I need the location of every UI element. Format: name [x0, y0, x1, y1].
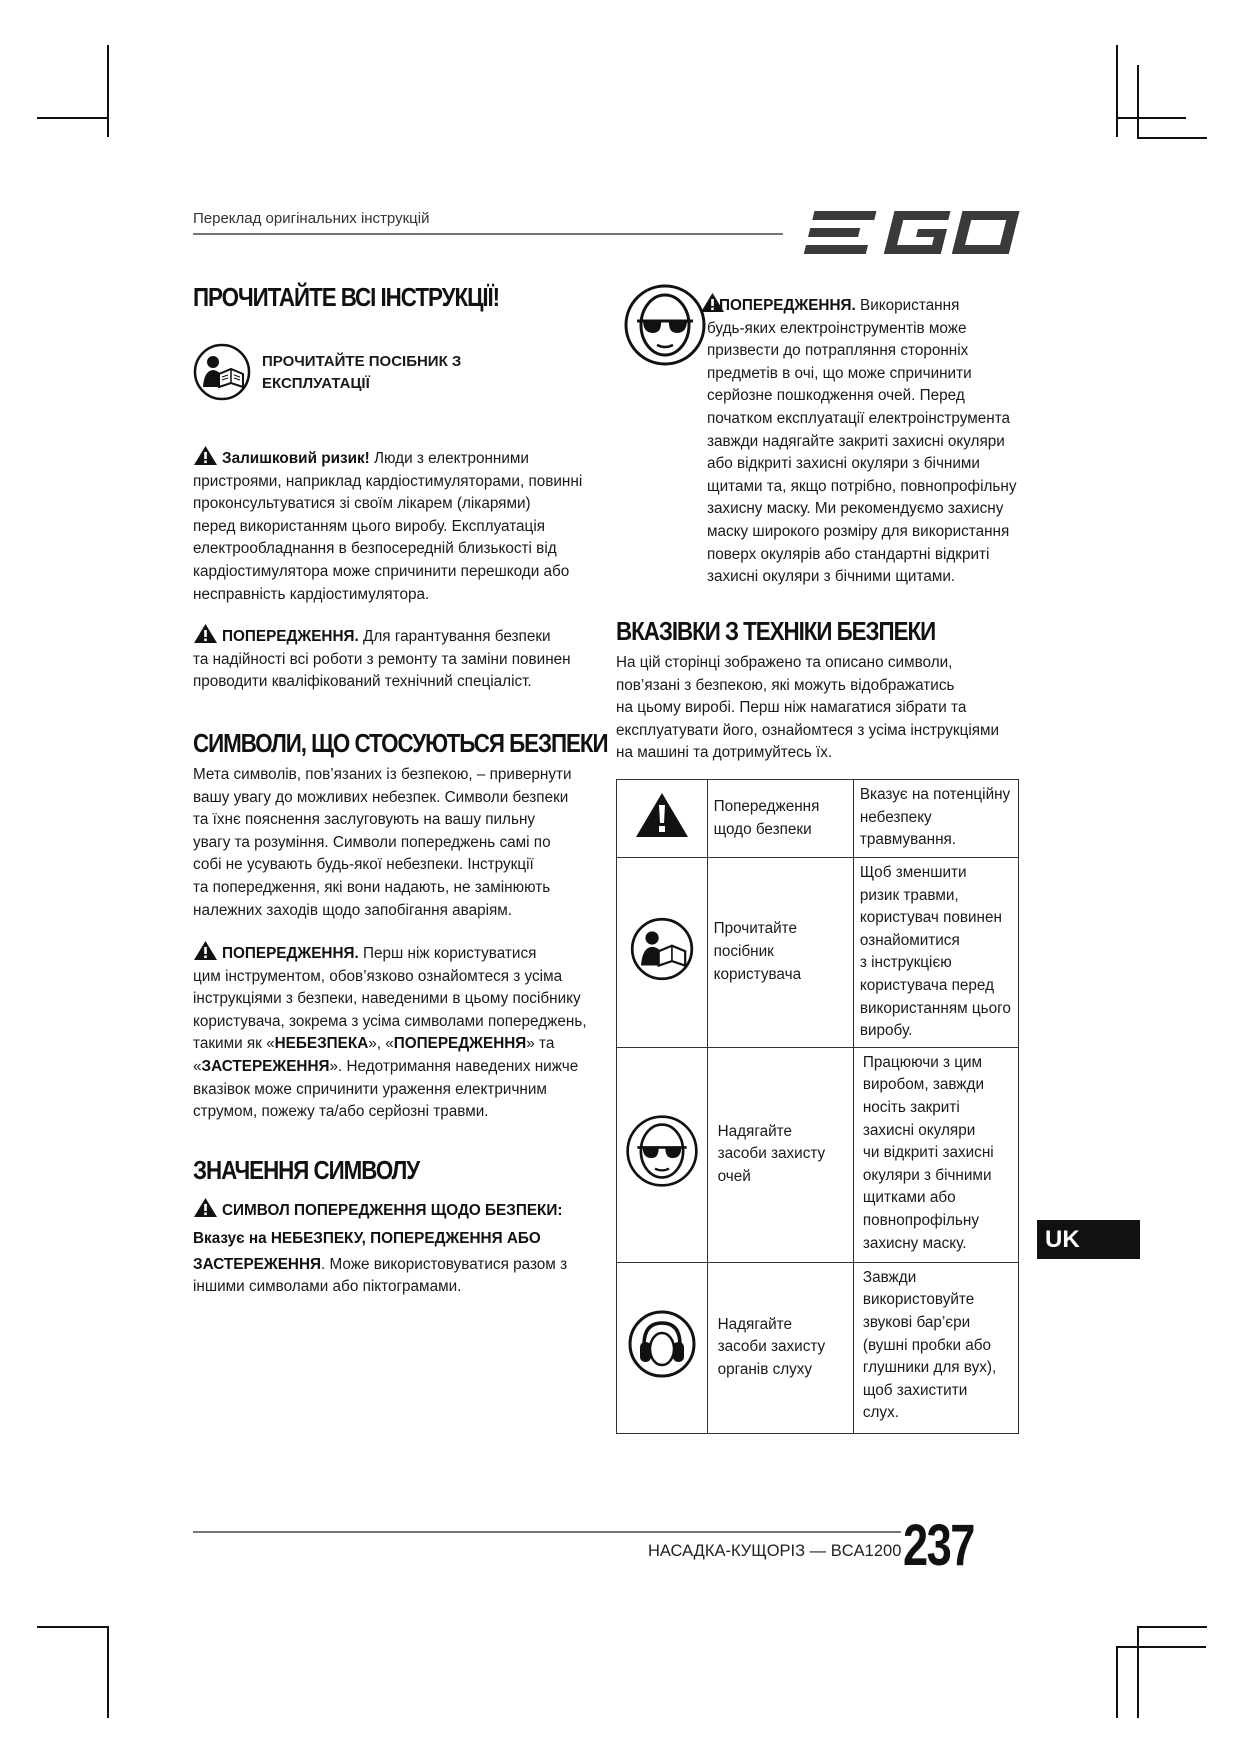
crop-mark — [1116, 1646, 1206, 1648]
crop-mark — [1116, 45, 1118, 137]
safety-symbols-paragraph: Мета символів, пов’язаних із безпекою, – привернути вашу увагу до можливих небезпек. Символи безпеки та їхнє пояснення заслуговують на вашу пильну увагу та розуміння. Символи попереджень самі по собі не усувають будь-якої небезпеки. Інструкції та попередження, які вони надають, не замінюють належних заходів щодо запобігання аваріям. — [193, 766, 572, 919]
footer-rule — [193, 1531, 901, 1533]
language-tab: UK — [1037, 1220, 1140, 1259]
logo-text: EGO — [800, 205, 803, 206]
symbol-name-cell: Надягайте засоби захисту очей — [707, 1047, 853, 1262]
symbol-meaning-title: ЗНАЧЕННЯ СИМВОЛУ — [193, 1155, 420, 1185]
symbol-name-cell: Надягайте засоби захисту органів слуху — [707, 1262, 853, 1433]
read-all-title: ПРОЧИТАЙТЕ ВСІ ІНСТРУКЦІЇ! — [193, 282, 500, 312]
header-rule — [193, 233, 783, 235]
crop-mark — [1137, 65, 1139, 137]
crop-mark — [107, 45, 109, 137]
crop-mark — [37, 117, 107, 119]
safety-instructions-paragraph: На цій сторінці зображено та описано символи, пов’язані з безпекою, які можуть відображатись на цьому виробі. Перш ніж намагатися зібрати та експлуатувати його, ознайомтеся з усіма інструкціями на машині та дотримуйтесь їх. — [616, 654, 1000, 762]
warning-triangle-icon — [193, 1197, 218, 1218]
symbol-description-cell: Працюючи з цим виробом, завжди носіть закриті захисні окуляри чи відкриті захисні окуляри з бічними щитками або повнопрофільну захисну маску. — [853, 1047, 1018, 1262]
symbol-description-cell: Щоб зменшити ризик травми, користувач повинен ознайомитися з інструкцією користувача перед використанням цього виробу. — [853, 858, 1018, 1048]
read-manual-icon — [630, 917, 694, 981]
read-manual-label: ПРОЧИТАЙТЕ ПОСІБНИК З ЕКСПЛУАТАЦІЇ — [262, 353, 462, 392]
safety-instructions-title: ВКАЗІВКИ З ТЕХНІКИ БЕЗПЕКИ — [616, 616, 936, 646]
safety-symbols-table — [616, 779, 1019, 1434]
crop-mark — [107, 1626, 109, 1718]
ear-protection-icon — [627, 1309, 697, 1379]
safety-symbols-title: СИМВОЛИ, ЩО СТОСУЮТЬСЯ БЕЗПЕКИ — [193, 728, 608, 758]
header-subtitle: Переклад оригінальних інструкцій — [193, 210, 430, 227]
read-manual-icon — [193, 343, 251, 401]
table-row — [617, 858, 1019, 1048]
footer-title: НАСАДКА-КУЩОРІЗ — BCA1200 — [648, 1542, 902, 1560]
symbol-name-cell: Прочитайте посібник користувача — [707, 858, 853, 1048]
warning-triangle-icon — [193, 940, 218, 961]
warning-read-instructions-paragraph: ПОПЕРЕДЖЕННЯ. Перш ніж користуватися цим інструментом, обов’язково ознайомтеся з усіма інструкціями з безпеки, наведеними в цьому посібнику користувача, зокрема з усіма символами попереджень, такими як «НЕБЕЗПЕКА», «ПОПЕРЕДЖЕННЯ» та «ЗАСТЕРЕЖЕННЯ». Недотримання наведених нижче вказівок може спричинити ураження електричним струмом, пожежу та/або серйозні травми. — [193, 940, 623, 1124]
table-row — [617, 1047, 1019, 1262]
safety-glasses-icon — [625, 1114, 699, 1188]
symbol-meaning-paragraph: СИМВОЛ ПОПЕРЕДЖЕННЯ ЩОДО БЕЗПЕКИ: Вказує на НЕБЕЗПЕКУ, ПОПЕРЕДЖЕННЯ АБО ЗАСТЕРЕЖЕННЯ. Може використовуватися разом з іншими символами або піктограмами. — [193, 1197, 623, 1297]
safety-glasses-icon — [623, 283, 707, 367]
crop-mark — [1116, 117, 1186, 119]
warning-triangle-icon — [193, 445, 218, 466]
table-row — [617, 1262, 1019, 1433]
crop-mark — [1137, 1626, 1207, 1628]
symbol-name-cell: Попередження щодо безпеки — [707, 780, 853, 858]
page-number: 237 — [903, 1513, 974, 1578]
ego-logo — [800, 205, 1025, 261]
warning-triangle-icon — [634, 791, 690, 839]
eye-warning-paragraph: ПОПЕРЕДЖЕННЯ. Використання будь-яких електроінструментів може призвести до потрапляння сторонніх предметів в очі, що може спричинити серйозне пошкодження очей. Перед початком експлуатації електроінструмента завжди надягайте закриті захисні окуляри або відкриті захисні окуляри з бічними щитами та, якщо потрібно, повнопрофільну захисну маску. Ми рекомендуємо захисну маску широкого розміру для використання поверх окулярів або стандартні відкриті захисні окуляри з бічними щитами. — [707, 292, 1037, 589]
crop-mark — [1137, 1626, 1139, 1718]
symbol-description-cell: Завжди використовуйте звукові бар’єри (вушні пробки або глушники для вух), щоб захистити слух. — [853, 1262, 1018, 1433]
symbol-description-cell: Вказує на потенційну небезпеку травмування. — [853, 780, 1018, 858]
crop-mark — [37, 1626, 107, 1628]
residual-risk-paragraph: Залишковий ризик! Люди з електронними пристроями, наприклад кардіостимуляторами, повинні проконсультуватися зі своїм лікарем (лікарями) перед використанням цього виробу. Експлуатація електрообладнання в безпосередній близькості від кардіостимулятора може спричинити перешкоди або несправність кардіостимулятора. — [193, 445, 613, 606]
warning-triangle-icon — [193, 623, 218, 644]
crop-mark — [1116, 1646, 1118, 1718]
crop-mark — [1137, 137, 1207, 139]
warning-repair-paragraph: ПОПЕРЕДЖЕННЯ. Для гарантування безпеки та надійності всі роботи з ремонту та заміни повинен проводити кваліфікований технічний спеціаліст. — [193, 623, 613, 694]
table-row — [617, 780, 1019, 858]
